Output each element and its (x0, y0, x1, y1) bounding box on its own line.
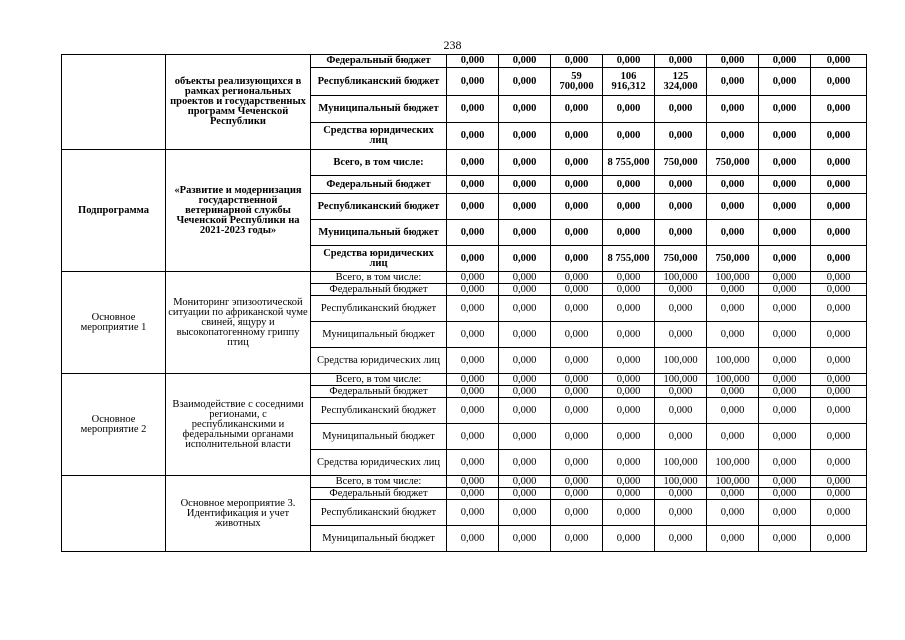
value-cell: 0,000 (447, 96, 499, 123)
value-cell: 0,000 (551, 450, 603, 476)
funding-source: Муниципальный бюджет (311, 322, 447, 348)
value-cell: 0,000 (447, 476, 499, 488)
value-cell: 0,000 (447, 176, 499, 194)
value-cell: 8 755,000 (603, 246, 655, 272)
value-cell: 0,000 (499, 424, 551, 450)
value-cell: 0,000 (499, 194, 551, 220)
value-cell: 0,000 (551, 176, 603, 194)
value-cell: 0,000 (759, 150, 811, 176)
funding-source: Федеральный бюджет (311, 488, 447, 500)
value-cell: 0,000 (551, 284, 603, 296)
value-cell: 0,000 (759, 96, 811, 123)
value-cell: 0,000 (811, 150, 867, 176)
value-cell: 0,000 (811, 386, 867, 398)
value-cell: 0,000 (655, 284, 707, 296)
value-cell: 0,000 (603, 272, 655, 284)
value-cell: 100,000 (707, 450, 759, 476)
table-row (62, 150, 867, 176)
value-cell: 0,000 (655, 296, 707, 322)
value-cell: 0,000 (499, 246, 551, 272)
value-cell: 0,000 (551, 150, 603, 176)
value-cell: 100,000 (655, 348, 707, 374)
value-cell: 0,000 (447, 272, 499, 284)
value-cell: 0,000 (759, 386, 811, 398)
value-cell: 0,000 (655, 526, 707, 552)
funding-source: Всего, в том числе: (311, 150, 447, 176)
value-cell: 0,000 (447, 55, 499, 68)
value-cell: 0,000 (447, 220, 499, 246)
table-row (62, 476, 867, 488)
value-cell: 0,000 (603, 500, 655, 526)
value-cell: 100,000 (707, 348, 759, 374)
section-description: Основное мероприятие 3. Идентификация и учет животных (166, 476, 311, 552)
table-row (62, 55, 867, 68)
value-cell: 0,000 (759, 220, 811, 246)
value-cell: 0,000 (551, 488, 603, 500)
value-cell: 0,000 (655, 500, 707, 526)
funding-source: Муниципальный бюджет (311, 96, 447, 123)
value-cell: 750,000 (707, 246, 759, 272)
value-cell: 0,000 (603, 220, 655, 246)
value-cell: 0,000 (811, 176, 867, 194)
funding-source: Средства юридических лиц (311, 450, 447, 476)
value-cell: 100,000 (707, 476, 759, 488)
value-cell: 0,000 (499, 68, 551, 96)
value-cell: 0,000 (447, 123, 499, 150)
value-cell: 750,000 (707, 150, 759, 176)
value-cell: 0,000 (811, 450, 867, 476)
value-cell: 0,000 (759, 348, 811, 374)
value-cell: 0,000 (551, 500, 603, 526)
value-cell: 0,000 (759, 296, 811, 322)
value-cell: 0,000 (447, 488, 499, 500)
value-cell: 0,000 (655, 398, 707, 424)
value-cell: 0,000 (811, 246, 867, 272)
value-cell: 0,000 (603, 123, 655, 150)
value-cell: 0,000 (499, 284, 551, 296)
value-cell: 0,000 (551, 246, 603, 272)
value-cell: 0,000 (551, 386, 603, 398)
value-cell: 0,000 (707, 96, 759, 123)
value-cell: 0,000 (759, 55, 811, 68)
funding-source: Федеральный бюджет (311, 284, 447, 296)
value-cell: 0,000 (811, 220, 867, 246)
value-cell: 0,000 (447, 246, 499, 272)
value-cell: 106 916,312 (603, 68, 655, 96)
value-cell: 0,000 (551, 296, 603, 322)
value-cell: 0,000 (499, 500, 551, 526)
value-cell: 0,000 (759, 194, 811, 220)
value-cell: 0,000 (499, 272, 551, 284)
value-cell: 0,000 (499, 348, 551, 374)
value-cell: 0,000 (499, 374, 551, 386)
value-cell: 0,000 (811, 500, 867, 526)
value-cell: 0,000 (447, 398, 499, 424)
value-cell: 0,000 (603, 386, 655, 398)
value-cell: 0,000 (759, 424, 811, 450)
value-cell: 0,000 (811, 284, 867, 296)
value-cell: 0,000 (499, 322, 551, 348)
value-cell: 0,000 (811, 398, 867, 424)
value-cell: 0,000 (707, 526, 759, 552)
page-number: 238 (443, 38, 462, 52)
value-cell: 0,000 (551, 194, 603, 220)
value-cell: 750,000 (655, 150, 707, 176)
value-cell: 0,000 (811, 194, 867, 220)
value-cell: 0,000 (655, 386, 707, 398)
value-cell: 0,000 (707, 123, 759, 150)
budget-table (61, 54, 867, 552)
funding-source: Республиканский бюджет (311, 194, 447, 220)
value-cell: 0,000 (811, 55, 867, 68)
value-cell: 0,000 (655, 488, 707, 500)
value-cell: 0,000 (447, 500, 499, 526)
value-cell: 0,000 (759, 526, 811, 552)
value-cell: 0,000 (707, 220, 759, 246)
value-cell: 0,000 (551, 123, 603, 150)
value-cell: 0,000 (499, 398, 551, 424)
value-cell: 0,000 (603, 374, 655, 386)
funding-source: Федеральный бюджет (311, 386, 447, 398)
value-cell: 0,000 (551, 526, 603, 552)
value-cell: 0,000 (811, 348, 867, 374)
value-cell: 0,000 (707, 296, 759, 322)
value-cell: 0,000 (707, 194, 759, 220)
value-cell: 750,000 (655, 246, 707, 272)
section-name: Подпрограмма (62, 150, 166, 272)
value-cell: 0,000 (707, 488, 759, 500)
value-cell: 0,000 (759, 398, 811, 424)
value-cell: 100,000 (655, 476, 707, 488)
funding-source: Средства юридических лиц (311, 123, 447, 150)
section-description: Взаимодействие с соседними регионами, с республиканскими и федеральными органами исполнительной власти (166, 374, 311, 476)
value-cell: 0,000 (551, 424, 603, 450)
value-cell: 0,000 (655, 322, 707, 348)
value-cell: 0,000 (499, 123, 551, 150)
value-cell: 0,000 (551, 348, 603, 374)
value-cell: 0,000 (655, 123, 707, 150)
value-cell: 0,000 (447, 194, 499, 220)
value-cell: 0,000 (551, 374, 603, 386)
value-cell: 0,000 (499, 96, 551, 123)
value-cell: 0,000 (811, 476, 867, 488)
value-cell: 0,000 (447, 526, 499, 552)
value-cell: 0,000 (447, 348, 499, 374)
table-row (62, 374, 867, 386)
value-cell: 0,000 (707, 424, 759, 450)
funding-source: Федеральный бюджет (311, 55, 447, 68)
value-cell: 0,000 (655, 96, 707, 123)
value-cell: 0,000 (603, 322, 655, 348)
section-name: Основное мероприятие 1 (62, 272, 166, 374)
value-cell: 0,000 (655, 424, 707, 450)
value-cell: 0,000 (447, 150, 499, 176)
funding-source: Муниципальный бюджет (311, 526, 447, 552)
table-row (62, 272, 867, 284)
value-cell: 0,000 (811, 296, 867, 322)
value-cell: 0,000 (551, 220, 603, 246)
value-cell: 0,000 (499, 150, 551, 176)
value-cell: 59 700,000 (551, 68, 603, 96)
section-name (62, 476, 166, 552)
value-cell: 0,000 (759, 374, 811, 386)
value-cell: 0,000 (811, 424, 867, 450)
value-cell: 0,000 (655, 194, 707, 220)
value-cell: 100,000 (707, 374, 759, 386)
value-cell: 100,000 (655, 450, 707, 476)
value-cell: 0,000 (603, 96, 655, 123)
budget-table-body (62, 55, 867, 552)
funding-source: Муниципальный бюджет (311, 220, 447, 246)
value-cell: 0,000 (603, 55, 655, 68)
value-cell: 0,000 (551, 272, 603, 284)
value-cell: 0,000 (655, 220, 707, 246)
section-name: Основное мероприятие 2 (62, 374, 166, 476)
value-cell: 0,000 (447, 386, 499, 398)
value-cell: 0,000 (551, 55, 603, 68)
value-cell: 0,000 (655, 176, 707, 194)
value-cell: 0,000 (811, 123, 867, 150)
value-cell: 0,000 (447, 424, 499, 450)
value-cell: 0,000 (811, 96, 867, 123)
value-cell: 0,000 (759, 488, 811, 500)
value-cell: 0,000 (499, 220, 551, 246)
value-cell: 0,000 (551, 476, 603, 488)
value-cell: 0,000 (707, 68, 759, 96)
funding-source: Республиканский бюджет (311, 296, 447, 322)
value-cell: 0,000 (603, 476, 655, 488)
value-cell: 100,000 (655, 374, 707, 386)
value-cell: 0,000 (499, 476, 551, 488)
value-cell: 0,000 (811, 322, 867, 348)
value-cell: 0,000 (759, 68, 811, 96)
funding-source: Всего, в том числе: (311, 272, 447, 284)
value-cell: 0,000 (447, 68, 499, 96)
funding-source: Республиканский бюджет (311, 398, 447, 424)
value-cell: 0,000 (603, 284, 655, 296)
value-cell: 0,000 (447, 322, 499, 348)
value-cell: 0,000 (759, 272, 811, 284)
funding-source: Всего, в том числе: (311, 476, 447, 488)
value-cell: 0,000 (811, 272, 867, 284)
value-cell: 125 324,000 (655, 68, 707, 96)
value-cell: 0,000 (499, 176, 551, 194)
section-description: «Развитие и модернизация государственной ветеринарной службы Чеченской Республики на 2021-2023 годы» (166, 150, 311, 272)
value-cell: 0,000 (499, 526, 551, 552)
value-cell: 0,000 (603, 526, 655, 552)
value-cell: 0,000 (707, 176, 759, 194)
value-cell: 0,000 (603, 348, 655, 374)
funding-source: Всего, в том числе: (311, 374, 447, 386)
value-cell: 0,000 (707, 55, 759, 68)
value-cell: 100,000 (707, 272, 759, 284)
value-cell: 0,000 (603, 450, 655, 476)
value-cell: 100,000 (655, 272, 707, 284)
value-cell: 0,000 (707, 322, 759, 348)
value-cell: 0,000 (447, 450, 499, 476)
value-cell: 0,000 (759, 476, 811, 488)
value-cell: 0,000 (707, 386, 759, 398)
value-cell: 0,000 (759, 123, 811, 150)
value-cell: 0,000 (551, 96, 603, 123)
value-cell: 0,000 (811, 526, 867, 552)
value-cell: 0,000 (811, 68, 867, 96)
section-description: Мониторинг эпизоотической ситуации по африканской чуме свиней, ящуру и высокопатогенному гриппу птиц (166, 272, 311, 374)
value-cell: 0,000 (499, 450, 551, 476)
funding-source: Республиканский бюджет (311, 500, 447, 526)
value-cell: 0,000 (707, 284, 759, 296)
value-cell: 0,000 (603, 424, 655, 450)
value-cell: 0,000 (707, 398, 759, 424)
value-cell: 0,000 (551, 322, 603, 348)
value-cell: 0,000 (447, 296, 499, 322)
value-cell: 0,000 (447, 284, 499, 296)
value-cell: 0,000 (603, 194, 655, 220)
value-cell: 0,000 (499, 296, 551, 322)
funding-source: Республиканский бюджет (311, 68, 447, 96)
value-cell: 0,000 (759, 284, 811, 296)
value-cell: 0,000 (759, 176, 811, 194)
value-cell: 0,000 (707, 500, 759, 526)
value-cell: 0,000 (603, 296, 655, 322)
funding-source: Муниципальный бюджет (311, 424, 447, 450)
value-cell: 0,000 (499, 488, 551, 500)
section-description: объекты реализующихся в рамках региональных проектов и государственных программ Чеченской Республики (166, 55, 311, 150)
value-cell: 0,000 (655, 55, 707, 68)
value-cell: 0,000 (551, 398, 603, 424)
funding-source: Средства юридических лиц (311, 348, 447, 374)
funding-source: Федеральный бюджет (311, 176, 447, 194)
value-cell: 0,000 (811, 374, 867, 386)
value-cell: 0,000 (759, 322, 811, 348)
section-name (62, 55, 166, 150)
value-cell: 0,000 (603, 398, 655, 424)
value-cell: 0,000 (603, 176, 655, 194)
value-cell: 0,000 (499, 55, 551, 68)
value-cell: 0,000 (759, 500, 811, 526)
value-cell: 8 755,000 (603, 150, 655, 176)
value-cell: 0,000 (759, 246, 811, 272)
value-cell: 0,000 (759, 450, 811, 476)
value-cell: 0,000 (447, 374, 499, 386)
value-cell: 0,000 (499, 386, 551, 398)
funding-source: Средства юридических лиц (311, 246, 447, 272)
value-cell: 0,000 (811, 488, 867, 500)
value-cell: 0,000 (603, 488, 655, 500)
